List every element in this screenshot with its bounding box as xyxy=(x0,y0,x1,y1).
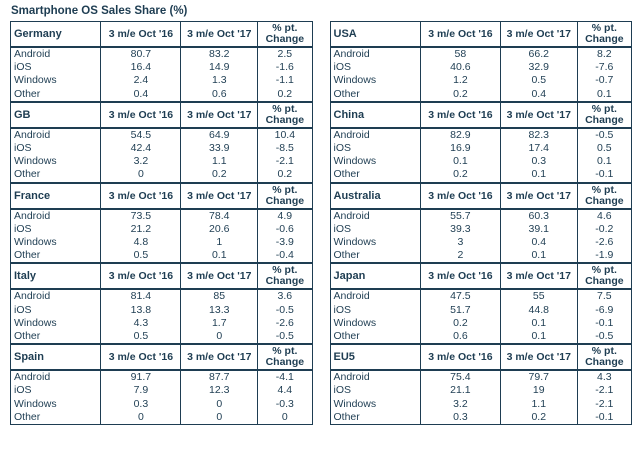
os-name-cell: Android xyxy=(330,209,420,223)
country-table-china xyxy=(330,102,633,183)
os-name-cell: Android xyxy=(11,370,101,384)
value-oct17-cell: 79.7 xyxy=(500,370,577,384)
value-oct17-cell: 0.5 xyxy=(500,74,577,87)
table-row xyxy=(11,317,313,330)
os-name-cell: Other xyxy=(330,88,420,102)
table-row xyxy=(11,155,313,168)
os-name-cell: Windows xyxy=(11,74,101,87)
change-header xyxy=(258,264,312,290)
change-header-line1: % pt. xyxy=(272,345,298,358)
pt-change-cell: 0.5 xyxy=(577,142,631,155)
table-row xyxy=(330,289,632,303)
period-1-header: 3 m/e Oct '16 xyxy=(101,264,181,290)
value-oct17-cell: 0.6 xyxy=(181,88,258,102)
value-oct16-cell: 55.7 xyxy=(420,209,500,223)
country-label: Italy xyxy=(11,264,101,290)
country-label: Australia xyxy=(330,183,420,209)
table-row xyxy=(330,330,632,344)
value-oct17-cell: 64.9 xyxy=(181,128,258,142)
table-row xyxy=(330,370,632,384)
value-oct17-cell: 78.4 xyxy=(181,209,258,223)
table-row xyxy=(330,142,632,155)
period-2-header: 3 m/e Oct '17 xyxy=(181,345,258,371)
pt-change-cell: 4.6 xyxy=(577,209,631,223)
value-oct16-cell: 75.4 xyxy=(420,370,500,384)
country-table-eu5 xyxy=(330,344,633,425)
change-header xyxy=(577,22,631,48)
period-1-header: 3 m/e Oct '16 xyxy=(101,102,181,128)
country-table-usa xyxy=(330,21,633,102)
value-oct16-cell: 1.2 xyxy=(420,74,500,87)
table-row xyxy=(330,384,632,397)
pt-change-cell: -4.1 xyxy=(258,370,312,384)
table-row xyxy=(11,223,313,236)
period-2-header: 3 m/e Oct '17 xyxy=(181,264,258,290)
country-table-japan xyxy=(330,263,633,344)
os-name-cell: iOS xyxy=(330,61,420,74)
value-oct17-cell: 0 xyxy=(181,398,258,411)
value-oct16-cell: 4.8 xyxy=(101,236,181,249)
change-header-line2: Change xyxy=(265,275,305,288)
table-row xyxy=(11,88,313,102)
table-row xyxy=(330,304,632,317)
change-header-line2: Change xyxy=(265,356,305,369)
table-row xyxy=(11,384,313,397)
pt-change-cell: 3.6 xyxy=(258,289,312,303)
value-oct17-cell: 12.3 xyxy=(181,384,258,397)
pt-change-cell: -0.5 xyxy=(577,330,631,344)
period-2-header: 3 m/e Oct '17 xyxy=(500,183,577,209)
os-name-cell: iOS xyxy=(11,304,101,317)
change-header-line1: % pt. xyxy=(272,264,298,277)
value-oct16-cell: 80.7 xyxy=(101,47,181,61)
country-table-gb xyxy=(10,102,313,183)
os-name-cell: Android xyxy=(330,47,420,61)
os-name-cell: Other xyxy=(11,168,101,182)
country-label: Spain xyxy=(11,345,101,371)
table-row xyxy=(330,209,632,223)
value-oct17-cell: 82.3 xyxy=(500,128,577,142)
table-header-row xyxy=(330,345,632,371)
value-oct17-cell: 66.2 xyxy=(500,47,577,61)
period-1-header: 3 m/e Oct '16 xyxy=(420,264,500,290)
value-oct17-cell: 0.2 xyxy=(181,168,258,182)
table-row xyxy=(11,411,313,425)
os-name-cell: Android xyxy=(330,289,420,303)
value-oct17-cell: 1.3 xyxy=(181,74,258,87)
os-name-cell: iOS xyxy=(330,304,420,317)
pt-change-cell: 4.3 xyxy=(577,370,631,384)
table-header-row xyxy=(330,183,632,209)
value-oct17-cell: 1.1 xyxy=(181,155,258,168)
value-oct16-cell: 0.5 xyxy=(101,330,181,344)
pt-change-cell: -7.6 xyxy=(577,61,631,74)
table-row xyxy=(330,236,632,249)
value-oct17-cell: 1 xyxy=(181,236,258,249)
value-oct16-cell: 3 xyxy=(420,236,500,249)
value-oct17-cell: 17.4 xyxy=(500,142,577,155)
change-header-line2: Change xyxy=(265,113,305,126)
change-header xyxy=(577,264,631,290)
change-header-line2: Change xyxy=(585,113,624,126)
period-1-header: 3 m/e Oct '16 xyxy=(420,345,500,371)
value-oct17-cell: 32.9 xyxy=(500,61,577,74)
change-header-line1: % pt. xyxy=(591,183,617,196)
table-row xyxy=(11,142,313,155)
value-oct16-cell: 81.4 xyxy=(101,289,181,303)
table-header-row xyxy=(11,345,313,371)
left-table-column xyxy=(10,21,313,425)
pt-change-cell: -2.1 xyxy=(577,398,631,411)
value-oct17-cell: 33.9 xyxy=(181,142,258,155)
os-name-cell: Other xyxy=(11,88,101,102)
value-oct17-cell: 20.6 xyxy=(181,223,258,236)
change-header xyxy=(577,345,631,371)
table-row xyxy=(330,61,632,74)
period-1-header: 3 m/e Oct '16 xyxy=(420,102,500,128)
pt-change-cell: -0.4 xyxy=(258,249,312,263)
change-header xyxy=(258,22,312,48)
pt-change-cell: 2.5 xyxy=(258,47,312,61)
country-table-australia xyxy=(330,183,633,264)
change-header-line2: Change xyxy=(265,33,305,45)
table-header-row xyxy=(11,22,313,48)
country-label: Japan xyxy=(330,264,420,290)
change-header xyxy=(258,345,312,371)
pt-change-cell: 0.1 xyxy=(577,155,631,168)
table-row xyxy=(330,317,632,330)
value-oct17-cell: 13.3 xyxy=(181,304,258,317)
pt-change-cell: -2.6 xyxy=(258,317,312,330)
period-2-header: 3 m/e Oct '17 xyxy=(181,102,258,128)
value-oct16-cell: 51.7 xyxy=(420,304,500,317)
os-name-cell: Android xyxy=(11,128,101,142)
value-oct17-cell: 0.1 xyxy=(181,249,258,263)
value-oct17-cell: 39.1 xyxy=(500,223,577,236)
pt-change-cell: -2.6 xyxy=(577,236,631,249)
os-name-cell: Other xyxy=(11,330,101,344)
value-oct17-cell: 60.3 xyxy=(500,209,577,223)
value-oct16-cell: 0.3 xyxy=(101,398,181,411)
pt-change-cell: 0 xyxy=(258,411,312,425)
country-label: USA xyxy=(330,22,420,48)
value-oct17-cell: 0 xyxy=(181,411,258,425)
value-oct17-cell: 44.8 xyxy=(500,304,577,317)
pt-change-cell: -0.5 xyxy=(577,128,631,142)
country-table-spain xyxy=(10,344,313,425)
change-header xyxy=(258,102,312,128)
pt-change-cell: -0.2 xyxy=(577,223,631,236)
pt-change-cell: -3.9 xyxy=(258,236,312,249)
value-oct17-cell: 83.2 xyxy=(181,47,258,61)
os-name-cell: Windows xyxy=(11,236,101,249)
value-oct16-cell: 0.5 xyxy=(101,249,181,263)
value-oct17-cell: 0.1 xyxy=(500,249,577,263)
table-row xyxy=(330,398,632,411)
pt-change-cell: -0.1 xyxy=(577,168,631,182)
pt-change-cell: -2.1 xyxy=(258,155,312,168)
os-name-cell: Other xyxy=(11,411,101,425)
value-oct17-cell: 19 xyxy=(500,384,577,397)
pt-change-cell: 0.2 xyxy=(258,88,312,102)
pt-change-cell: -0.5 xyxy=(258,330,312,344)
value-oct16-cell: 4.3 xyxy=(101,317,181,330)
pt-change-cell: 4.4 xyxy=(258,384,312,397)
value-oct16-cell: 0.3 xyxy=(420,411,500,425)
pt-change-cell: -1.9 xyxy=(577,249,631,263)
table-row xyxy=(11,398,313,411)
value-oct16-cell: 0.2 xyxy=(420,88,500,102)
os-name-cell: Android xyxy=(11,289,101,303)
value-oct16-cell: 2 xyxy=(420,249,500,263)
os-name-cell: Windows xyxy=(330,317,420,330)
pt-change-cell: -1.1 xyxy=(258,74,312,87)
pt-change-cell: 4.9 xyxy=(258,209,312,223)
period-1-header: 3 m/e Oct '16 xyxy=(101,345,181,371)
pt-change-cell: -0.7 xyxy=(577,74,631,87)
table-row xyxy=(330,155,632,168)
pt-change-cell: -2.1 xyxy=(577,384,631,397)
value-oct16-cell: 21.2 xyxy=(101,223,181,236)
table-row xyxy=(330,411,632,425)
period-1-header: 3 m/e Oct '16 xyxy=(420,22,500,48)
os-name-cell: Windows xyxy=(11,317,101,330)
os-name-cell: Other xyxy=(330,411,420,425)
period-2-header: 3 m/e Oct '17 xyxy=(500,102,577,128)
value-oct16-cell: 2.4 xyxy=(101,74,181,87)
value-oct16-cell: 42.4 xyxy=(101,142,181,155)
country-label: France xyxy=(11,183,101,209)
value-oct16-cell: 3.2 xyxy=(101,155,181,168)
table-row xyxy=(330,128,632,142)
value-oct16-cell: 7.9 xyxy=(101,384,181,397)
value-oct17-cell: 0.3 xyxy=(500,155,577,168)
os-name-cell: iOS xyxy=(11,142,101,155)
period-2-header: 3 m/e Oct '17 xyxy=(500,345,577,371)
change-header-line1: % pt. xyxy=(272,183,298,196)
change-header xyxy=(577,102,631,128)
table-row xyxy=(11,128,313,142)
value-oct17-cell: 0.1 xyxy=(500,317,577,330)
pt-change-cell: 0.1 xyxy=(577,88,631,102)
value-oct17-cell: 87.7 xyxy=(181,370,258,384)
value-oct17-cell: 0.4 xyxy=(500,88,577,102)
table-header-row xyxy=(11,183,313,209)
value-oct16-cell: 16.4 xyxy=(101,61,181,74)
os-name-cell: iOS xyxy=(330,142,420,155)
os-name-cell: Other xyxy=(330,249,420,263)
value-oct17-cell: 0.1 xyxy=(500,168,577,182)
value-oct16-cell: 0 xyxy=(101,411,181,425)
value-oct16-cell: 0.2 xyxy=(420,317,500,330)
table-row xyxy=(11,370,313,384)
value-oct16-cell: 58 xyxy=(420,47,500,61)
table-header-row xyxy=(330,102,632,128)
pt-change-cell: 0.2 xyxy=(258,168,312,182)
pt-change-cell: -0.3 xyxy=(258,398,312,411)
table-row xyxy=(330,74,632,87)
value-oct16-cell: 0.4 xyxy=(101,88,181,102)
pt-change-cell: -0.1 xyxy=(577,317,631,330)
period-2-header: 3 m/e Oct '17 xyxy=(500,22,577,48)
os-name-cell: Android xyxy=(330,128,420,142)
table-row xyxy=(11,330,313,344)
value-oct16-cell: 39.3 xyxy=(420,223,500,236)
value-oct16-cell: 0.2 xyxy=(420,168,500,182)
value-oct17-cell: 55 xyxy=(500,289,577,303)
table-row xyxy=(330,168,632,182)
pt-change-cell: -0.5 xyxy=(258,304,312,317)
table-row xyxy=(330,88,632,102)
value-oct16-cell: 40.6 xyxy=(420,61,500,74)
value-oct16-cell: 54.5 xyxy=(101,128,181,142)
value-oct16-cell: 73.5 xyxy=(101,209,181,223)
table-row xyxy=(11,304,313,317)
os-name-cell: Android xyxy=(11,209,101,223)
change-header-line1: % pt. xyxy=(591,102,617,115)
change-header-line1: % pt. xyxy=(591,345,617,358)
country-label: China xyxy=(330,102,420,128)
os-name-cell: Windows xyxy=(330,236,420,249)
os-name-cell: Windows xyxy=(11,398,101,411)
value-oct17-cell: 0 xyxy=(181,330,258,344)
table-row xyxy=(11,168,313,182)
value-oct17-cell: 0.4 xyxy=(500,236,577,249)
os-name-cell: Windows xyxy=(330,74,420,87)
value-oct17-cell: 1.7 xyxy=(181,317,258,330)
table-row xyxy=(11,249,313,263)
value-oct17-cell: 0.2 xyxy=(500,411,577,425)
os-name-cell: iOS xyxy=(330,223,420,236)
os-name-cell: Android xyxy=(11,47,101,61)
change-header-line1: % pt. xyxy=(591,22,617,34)
pt-change-cell: 8.2 xyxy=(577,47,631,61)
pt-change-cell: -6.9 xyxy=(577,304,631,317)
table-row xyxy=(11,47,313,61)
table-header-row xyxy=(330,264,632,290)
table-header-row xyxy=(330,22,632,48)
table-row xyxy=(11,209,313,223)
os-name-cell: Other xyxy=(11,249,101,263)
os-name-cell: iOS xyxy=(11,61,101,74)
table-header-row xyxy=(11,102,313,128)
os-name-cell: Other xyxy=(330,330,420,344)
table-row xyxy=(330,249,632,263)
change-header-line2: Change xyxy=(585,194,624,207)
period-1-header: 3 m/e Oct '16 xyxy=(101,183,181,209)
change-header-line2: Change xyxy=(585,356,624,369)
value-oct16-cell: 21.1 xyxy=(420,384,500,397)
value-oct17-cell: 14.9 xyxy=(181,61,258,74)
value-oct16-cell: 0.6 xyxy=(420,330,500,344)
os-name-cell: iOS xyxy=(11,223,101,236)
value-oct16-cell: 13.8 xyxy=(101,304,181,317)
pt-change-cell: -8.5 xyxy=(258,142,312,155)
os-name-cell: Windows xyxy=(330,398,420,411)
country-table-germany xyxy=(10,21,313,102)
change-header-line1: % pt. xyxy=(272,102,298,115)
change-header-line2: Change xyxy=(265,194,305,207)
os-name-cell: iOS xyxy=(330,384,420,397)
change-header-line2: Change xyxy=(585,275,624,288)
table-row xyxy=(330,223,632,236)
value-oct16-cell: 82.9 xyxy=(420,128,500,142)
os-name-cell: iOS xyxy=(11,384,101,397)
value-oct16-cell: 16.9 xyxy=(420,142,500,155)
os-name-cell: Windows xyxy=(11,155,101,168)
pt-change-cell: 10.4 xyxy=(258,128,312,142)
pt-change-cell: 7.5 xyxy=(577,289,631,303)
os-name-cell: Other xyxy=(330,168,420,182)
country-label: Germany xyxy=(11,22,101,48)
country-table-italy xyxy=(10,263,313,344)
pt-change-cell: -0.6 xyxy=(258,223,312,236)
os-name-cell: Windows xyxy=(330,155,420,168)
value-oct16-cell: 47.5 xyxy=(420,289,500,303)
right-table-column xyxy=(330,21,633,425)
table-row xyxy=(11,61,313,74)
tables-layout xyxy=(10,21,632,425)
value-oct16-cell: 0 xyxy=(101,168,181,182)
country-label: GB xyxy=(11,102,101,128)
value-oct17-cell: 0.1 xyxy=(500,330,577,344)
change-header xyxy=(577,183,631,209)
value-oct17-cell: 85 xyxy=(181,289,258,303)
change-header xyxy=(258,183,312,209)
country-table-france xyxy=(10,183,313,264)
value-oct16-cell: 3.2 xyxy=(420,398,500,411)
table-row xyxy=(11,74,313,87)
period-2-header: 3 m/e Oct '17 xyxy=(500,264,577,290)
change-header-line2: Change xyxy=(585,33,624,45)
period-1-header: 3 m/e Oct '16 xyxy=(420,183,500,209)
value-oct17-cell: 1.1 xyxy=(500,398,577,411)
page-title: Smartphone OS Sales Share (%) xyxy=(11,5,188,17)
value-oct16-cell: 0.1 xyxy=(420,155,500,168)
pt-change-cell: -1.6 xyxy=(258,61,312,74)
os-name-cell: Android xyxy=(330,370,420,384)
period-2-header: 3 m/e Oct '17 xyxy=(181,22,258,48)
table-row xyxy=(11,236,313,249)
country-label: EU5 xyxy=(330,345,420,371)
table-header-row xyxy=(11,264,313,290)
period-1-header: 3 m/e Oct '16 xyxy=(101,22,181,48)
pt-change-cell: -0.1 xyxy=(577,411,631,425)
change-header-line1: % pt. xyxy=(591,264,617,277)
period-2-header: 3 m/e Oct '17 xyxy=(181,183,258,209)
change-header-line1: % pt. xyxy=(272,22,298,34)
table-row xyxy=(11,289,313,303)
table-row xyxy=(330,47,632,61)
value-oct16-cell: 91.7 xyxy=(101,370,181,384)
